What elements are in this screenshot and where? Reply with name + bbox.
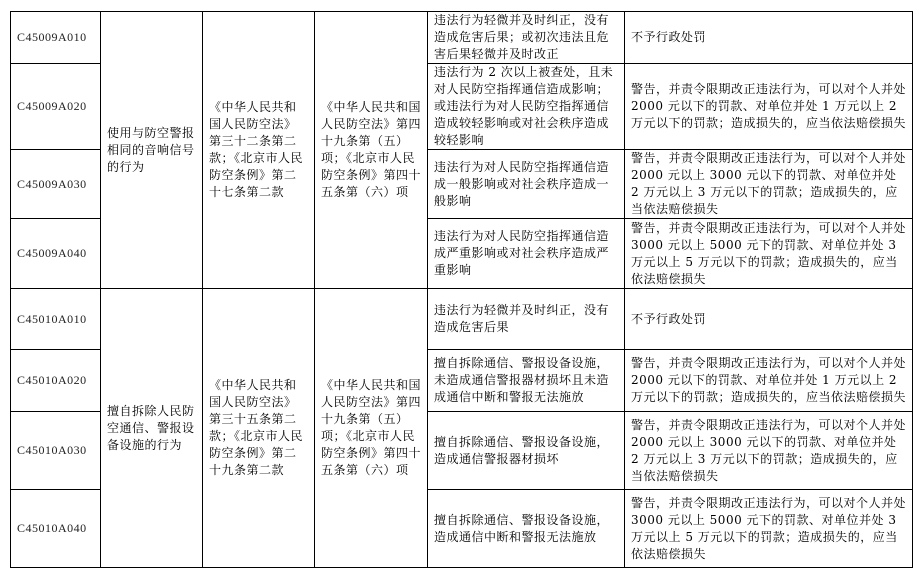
violation-circumstance: 擅自拆除通信、警报设备设施，未造成通信警报器材损坏且未造成通信中断和警报无法施放 — [428, 350, 625, 412]
violation-circumstance: 违法行为轻微并及时纠正，没有造成危害后果；或初次违法且危害后果轻微并及时改正 — [428, 12, 625, 64]
penalty-standard: 警告，并责令限期改正违法行为，可以对个人并处 2000 元以下的罚款、对单位并处 1 万元以上 2 万元以下的罚款；造成损失的，应当依法赔偿损失 — [625, 64, 913, 150]
penalty-standard: 警告，并责令限期改正违法行为，可以对个人并处 3000 元以上 5000 元下的罚款、对单位并处 3 万元以上 5 万元以下的罚款；造成损失的，应当依法赔偿损失 — [625, 219, 913, 289]
penalty-standard: 警告，并责令限期改正违法行为，可以对个人并处 2000 元以上 3000 元以下的罚款、对单位并处 2 万元以上 3 万元以下的罚款；造成损失的，应当依法赔偿损失 — [625, 412, 913, 490]
item-code: C45010A040 — [11, 490, 101, 568]
legal-basis: 《中华人民共和国人民防空法》第三十二条第二款；《北京市人民防空条例》第二十七条第二款 — [203, 12, 315, 289]
penalty-standard: 警告，并责令限期改正违法行为，可以对个人并处 2000 元以下的罚款、对单位并处 1 万元以上 2 万元以下的罚款；造成损失的，应当依法赔偿损失 — [625, 350, 913, 412]
item-code: C45009A040 — [11, 219, 101, 289]
violation-circumstance: 擅自拆除通信、警报设备设施，造成通信警报器材损坏 — [428, 412, 625, 490]
violation-circumstance: 违法行为 2 次以上被查处，且未对人民防空指挥通信造成影响；或违法行为对人民防空指挥通信造成较轻影响或对社会秩序造成较轻影响 — [428, 64, 625, 150]
item-code: C45010A030 — [11, 412, 101, 490]
violation-behavior: 使用与防空警报相同的音响信号的行为 — [101, 12, 203, 289]
penalty-basis: 《中华人民共和国人民防空法》第四十九条第（五）项；《北京市人民防空条例》第四十五条第（六）项 — [315, 289, 428, 568]
violation-circumstance: 擅自拆除通信、警报设备设施，造成通信中断和警报无法施放 — [428, 490, 625, 568]
table-row — [11, 289, 913, 350]
penalty-basis: 《中华人民共和国人民防空法》第四十九条第（五）项；《北京市人民防空条例》第四十五条第（六）项 — [315, 12, 428, 289]
violation-behavior: 擅自拆除人民防空通信、警报设备设施的行为 — [101, 289, 203, 568]
table-row — [11, 12, 913, 64]
penalty-standard: 警告，并责令限期改正违法行为，可以对个人并处 3000 元以上 5000 元下的罚款、对单位并处 3 万元以上 5 万元以下的罚款；造成损失的，应当依法赔偿损失 — [625, 490, 913, 568]
item-code: C45009A010 — [11, 12, 101, 64]
item-code: C45009A020 — [11, 64, 101, 150]
item-code: C45010A010 — [11, 289, 101, 350]
item-code: C45009A030 — [11, 150, 101, 219]
violation-circumstance: 违法行为对人民防空指挥通信造成严重影响或对社会秩序造成严重影响 — [428, 219, 625, 289]
penalty-standard: 警告，并责令限期改正违法行为，可以对个人并处 2000 元以上 3000 元以下的罚款、对单位并处 2 万元以上 3 万元以下的罚款；造成损失的，应当依法赔偿损失 — [625, 150, 913, 219]
violation-circumstance: 违法行为轻微并及时纠正，没有造成危害后果 — [428, 289, 625, 350]
legal-basis: 《中华人民共和国人民防空法》第三十五条第二款；《北京市人民防空条例》第二十九条第二款 — [203, 289, 315, 568]
violation-circumstance: 违法行为对人民防空指挥通信造成一般影响或对社会秩序造成一般影响 — [428, 150, 625, 219]
penalty-standard: 不予行政处罚 — [625, 289, 913, 350]
item-code: C45010A020 — [11, 350, 101, 412]
penalty-standards-table — [10, 11, 913, 568]
penalty-standard: 不予行政处罚 — [625, 12, 913, 64]
